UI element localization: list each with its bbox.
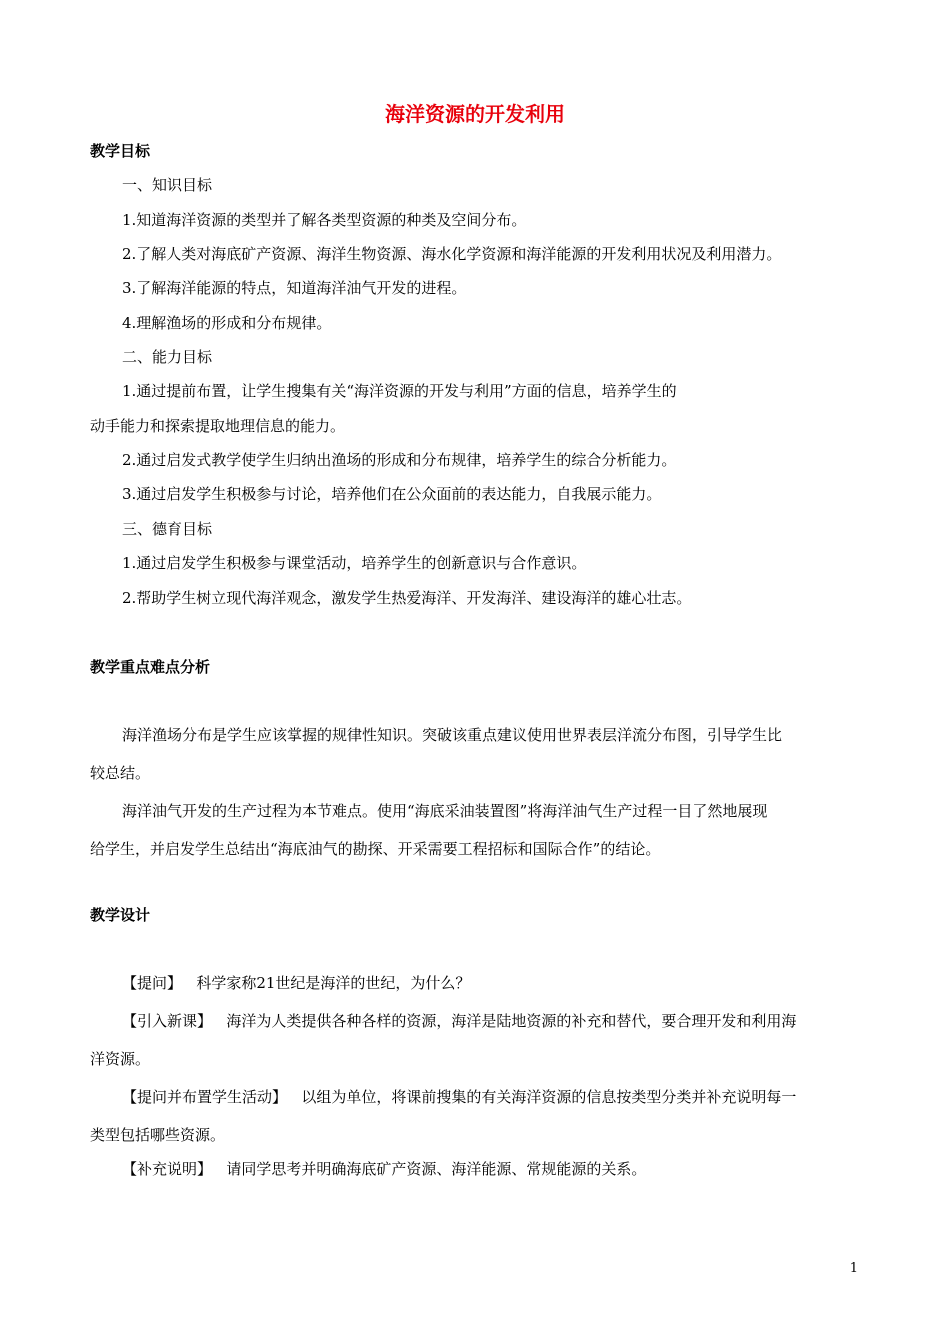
activity-label: 【提问并布置学生活动】 <box>122 1088 288 1106</box>
section-heading-objectives: 教学目标 <box>90 142 151 160</box>
section-heading-design: 教学设计 <box>90 906 151 924</box>
intro-text: 海洋为人类提供各种各样的资源，海洋是陆地资源的补充和替代，要合理开发和利用海 <box>226 1012 797 1030</box>
key-points-para-1-line-1: 海洋渔场分布是学生应该掌握的规律性知识。突破该重点建议使用世界表层洋流分布图，引导学生比 <box>122 726 783 744</box>
design-supplement <box>122 1158 646 1180</box>
document-title: 海洋资源的开发利用 <box>385 102 565 126</box>
intro-label: 【引入新课】 <box>122 1012 213 1030</box>
design-activity-line-1 <box>122 1086 796 1108</box>
design-intro-line-1 <box>122 1010 796 1032</box>
knowledge-item-4: 4.理解渔场的形成和分布规律。 <box>122 314 332 332</box>
moral-item-2: 2.帮助学生树立现代海洋观念，激发学生热爱海洋、开发海洋、建设海洋的雄心壮志。 <box>122 589 692 607</box>
page-number: 1 <box>849 1261 858 1276</box>
key-points-para-2-line-2: 给学生，并启发学生总结出“海底油气的勘探、开采需要工程招标和国际合作”的结论。 <box>90 840 661 858</box>
design-intro-line-2: 洋资源。 <box>90 1050 151 1068</box>
knowledge-item-3: 3.了解海洋能源的特点，知道海洋油气开发的进程。 <box>122 279 467 297</box>
supplement-text: 请同学思考并明确海底矿产资源、海洋能源、常规能源的关系。 <box>226 1160 647 1178</box>
subheading-moral: 三、德育目标 <box>122 520 213 538</box>
ability-item-1-line-1: 1.通过提前布置，让学生搜集有关“海洋资源的开发与利用”方面的信息，培养学生的 <box>122 382 677 400</box>
design-question <box>122 972 470 994</box>
ability-item-3: 3.通过启发学生积极参与讨论，培养他们在公众面前的表达能力，自我展示能力。 <box>122 485 662 503</box>
design-activity-line-2: 类型包括哪些资源。 <box>90 1126 226 1144</box>
section-heading-key-points: 教学重点难点分析 <box>90 658 211 676</box>
question-text: 科学家称21世纪是海洋的世纪，为什么？ <box>196 974 471 992</box>
supplement-label: 【补充说明】 <box>122 1160 213 1178</box>
key-points-para-1-line-2: 较总结。 <box>90 764 151 782</box>
moral-item-1: 1.通过启发学生积极参与课堂活动，培养学生的创新意识与合作意识。 <box>122 554 587 572</box>
activity-text: 以组为单位，将课前搜集的有关海洋资源的信息按类型分类并补充说明每一 <box>301 1088 797 1106</box>
key-points-para-2-line-1: 海洋油气开发的生产过程为本节难点。使用“海底采油装置图”将海洋油气生产过程一目了然地展现 <box>122 802 768 820</box>
ability-item-1-line-2: 动手能力和探索提取地理信息的能力。 <box>90 417 346 435</box>
knowledge-item-1: 1.知道海洋资源的类型并了解各类型资源的种类及空间分布。 <box>122 211 527 229</box>
subheading-ability: 二、能力目标 <box>122 348 213 366</box>
subheading-knowledge: 一、知识目标 <box>122 176 213 194</box>
knowledge-item-2: 2.了解人类对海底矿产资源、海洋生物资源、海水化学资源和海洋能源的开发利用状况及利用潜力。 <box>122 245 782 263</box>
question-label: 【提问】 <box>122 974 183 992</box>
ability-item-2: 2.通过启发式教学使学生归纳出渔场的形成和分布规律，培养学生的综合分析能力。 <box>122 451 677 469</box>
